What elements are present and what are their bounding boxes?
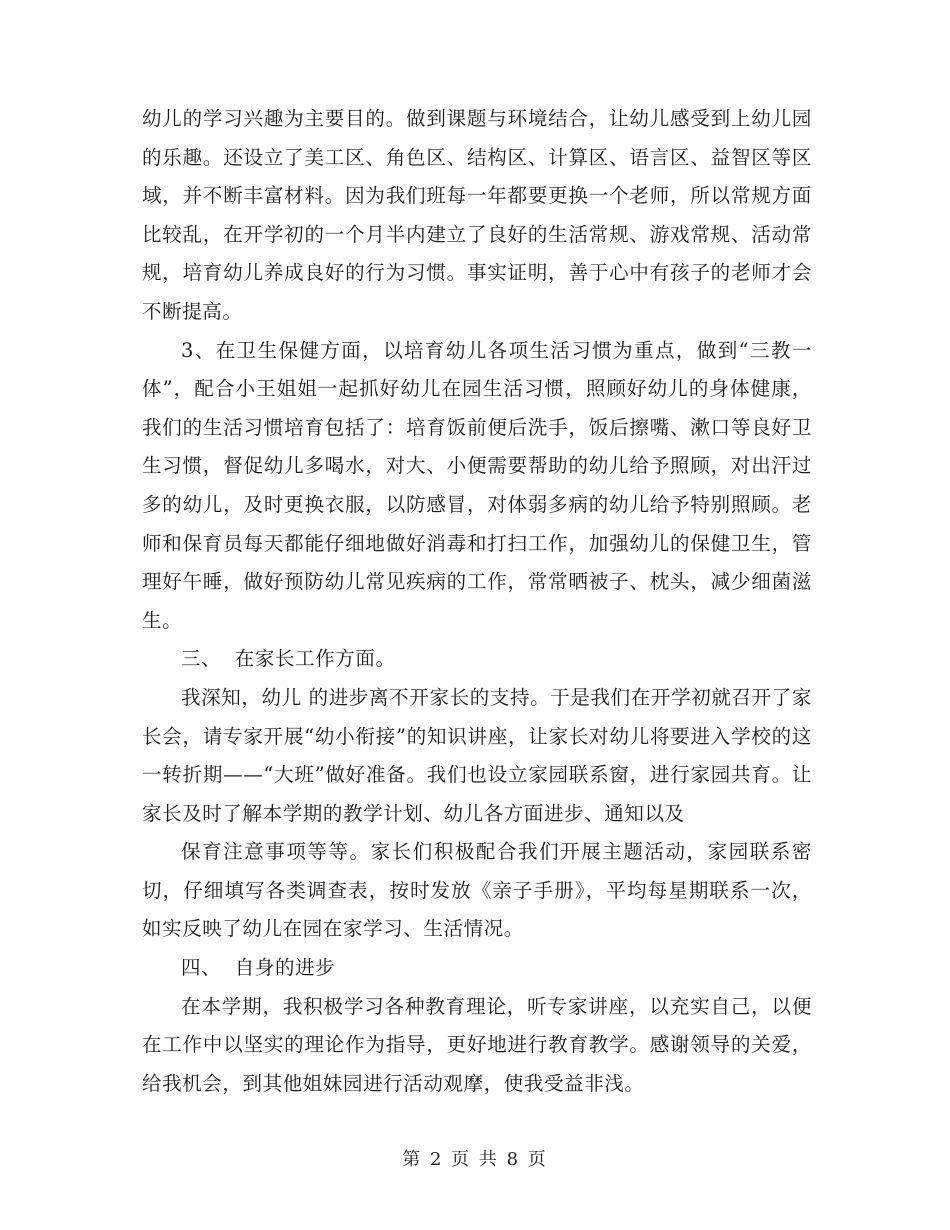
section-heading-self-progress: 四、 自身的进步 (181, 956, 336, 980)
document-body (142, 100, 812, 1103)
paragraph-hygiene-care: 3、在卫生保健方面，以培育幼儿各项生活习惯为重点，做到“三教一体”，配合小王姐姐一起抓好幼儿在园生活习惯，照顾好幼儿的身体健康，我们的生活习惯培育包括了：培育饭前便后洗手，饭后擦嘴、漱口等良好卫生习惯，督促幼儿多喝水，对大、小便需要帮助的幼儿给予照顾，对出汗过多的幼儿，及时更换衣服，以防感冒，对体弱多病的幼儿给予特别照顾。老师和保育员每天都能仔细地做好消毒和打扫工作，加强幼儿的保健卫生，管理好午睡，做好预防幼儿常见疾病的工作，常常晒被子、枕头，减少细菌滋生。 (142, 338, 812, 632)
page-number-footer: 第 2 页 共 8 页 (402, 1149, 548, 1170)
paragraph-parent-work-continued: 保育注意事项等等。家长们积极配合我们开展主题活动，家园联系密切，仔细填写各类调查表，按时发放《亲子手册》，平均每星期联系一次，如实反映了幼儿在园在家学习、生活情况。 (142, 840, 812, 941)
paragraph-self-progress: 在本学期，我积极学习各种教育理论，听专家讲座，以充实自己，以便在工作中以坚实的理论作为指导，更好地进行教育教学。感谢领导的关爱，给我机会，到其他姐妹园进行活动观摩，使我受益非浅。 (142, 994, 812, 1095)
paragraph-continuation: 幼儿的学习兴趣为主要目的。做到课题与环境结合，让幼儿感受到上幼儿园的乐趣。还设立了美工区、角色区、结构区、计算区、语言区、益智区等区域，并不断丰富材料。因为我们班每一年都要更换一个老师，所以常规方面比较乱，在开学初的一个月半内建立了良好的生活常规、游戏常规、活动常规，培育幼儿养成良好的行为习惯。事实证明，善于心中有孩子的老师才会不断提高。 (142, 107, 812, 323)
section-heading-parent-work: 三、 在家长工作方面。 (181, 647, 396, 671)
paragraph-parent-work: 我深知，幼儿 的进步离不开家长的支持。于是我们在开学初就召开了家长会，请专家开展“幼小衔接”的知识讲座，让家长对幼儿将要进入学校的这一转折期——“大班”做好准备。我们也设立家园联系窗，进行家园共育。让家长及时了解本学期的教学计划、幼儿各方面进步、通知以及 (142, 685, 812, 825)
